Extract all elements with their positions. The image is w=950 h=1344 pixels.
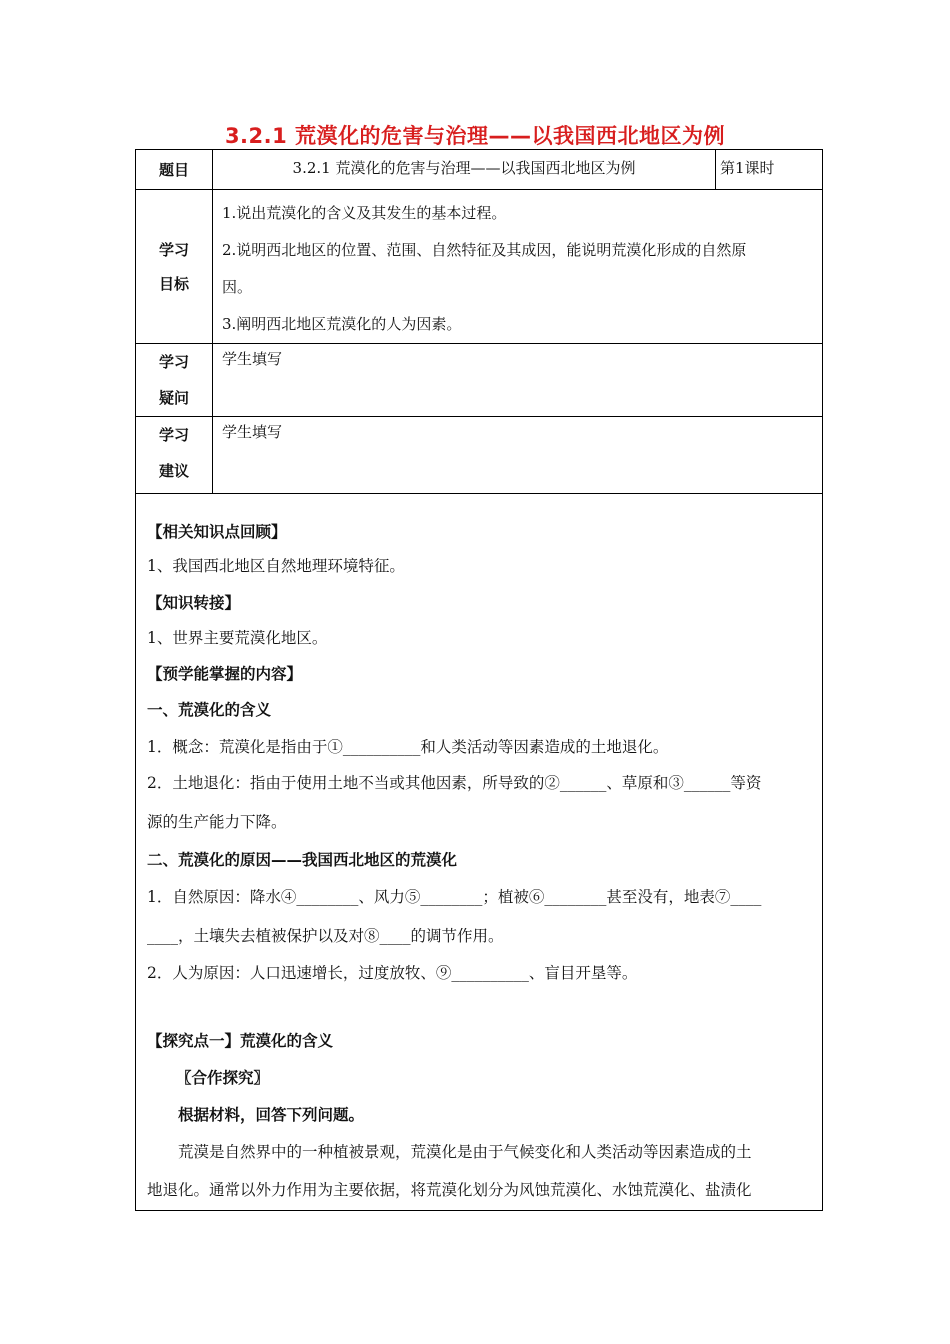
suggest-row	[136, 417, 823, 494]
section2-heading: 二、荒漠化的原因——我国西北地区的荒漠化	[147, 851, 458, 869]
goal-item: 3.阐明西北地区荒漠化的人为因素。	[222, 315, 462, 333]
content-box	[135, 490, 823, 1211]
goals-label	[136, 190, 213, 344]
preview-heading: 【预学能掌握的内容】	[147, 665, 303, 683]
goal-item: 因。	[222, 278, 253, 296]
section1-heading: 一、荒漠化的含义	[147, 701, 272, 719]
goal-item: 1.说出荒漠化的含义及其发生的基本过程。	[222, 204, 507, 222]
section1-line: 源的生产能力下降。	[147, 813, 287, 831]
task-heading: 根据材料，回答下列问题。	[178, 1106, 365, 1124]
questions-label-line2: 疑问	[158, 389, 189, 407]
document-title: 3.2.1 荒漠化的危害与治理——以我国西北地区为例	[224, 124, 726, 148]
topic-label: 题目	[136, 150, 213, 190]
section1-line: 1．概念：荒漠化是指由于①__________和人类活动等因素造成的土地退化。	[147, 738, 669, 756]
info-table	[135, 149, 823, 494]
lesson-number: 第1课时	[716, 150, 823, 190]
cooperation-heading: 〖合作探究〗	[176, 1069, 270, 1087]
suggest-label-line2: 建议	[158, 462, 189, 480]
goal-item: 2.说明西北地区的位置、范围、自然特征及其成因，能说明荒漠化形成的自然原	[222, 241, 747, 259]
explore-heading: 【探究点一】荒漠化的含义	[147, 1032, 334, 1050]
review-item: 1、我国西北地区自然地理环境特征。	[147, 557, 405, 575]
suggest-label	[136, 417, 213, 494]
questions-label	[136, 344, 213, 417]
section1-line: 2．土地退化：指由于使用土地不当或其他因素，所导致的②______、草原和③______等资	[147, 774, 762, 792]
goals-content	[213, 190, 823, 344]
transfer-item: 1、世界主要荒漠化地区。	[147, 629, 328, 647]
suggest-value: 学生填写	[213, 417, 823, 494]
questions-value: 学生填写	[213, 344, 823, 417]
topic-row	[136, 150, 823, 190]
section2-line: ____，土壤失去植被保护以及对⑧____的调节作用。	[147, 927, 504, 945]
section2-line: 1．自然原因：降水④________、风力⑤________；植被⑥________甚至没有，地表⑦____	[147, 888, 762, 906]
goals-label-line1: 学习	[158, 240, 189, 259]
transfer-heading: 【知识转接】	[147, 594, 241, 612]
goals-row	[136, 190, 823, 344]
review-heading: 【相关知识点回顾】	[147, 523, 287, 541]
paragraph-line: 地退化。通常以外力作用为主要依据，将荒漠化划分为风蚀荒漠化、水蚀荒漠化、盐渍化	[147, 1181, 752, 1199]
questions-label-line1: 学习	[158, 353, 189, 371]
questions-row	[136, 344, 823, 417]
suggest-label-line1: 学习	[158, 426, 189, 444]
section2-line: 2．人为原因：人口迅速增长，过度放牧、⑨__________、盲目开垦等。	[147, 964, 638, 982]
paragraph-line: 荒漠是自然界中的一种植被景观，荒漠化是由于气候变化和人类活动等因素造成的土	[178, 1143, 752, 1161]
topic-value: 3.2.1 荒漠化的危害与治理——以我国西北地区为例	[213, 150, 716, 190]
goals-label-line2: 目标	[158, 274, 189, 293]
